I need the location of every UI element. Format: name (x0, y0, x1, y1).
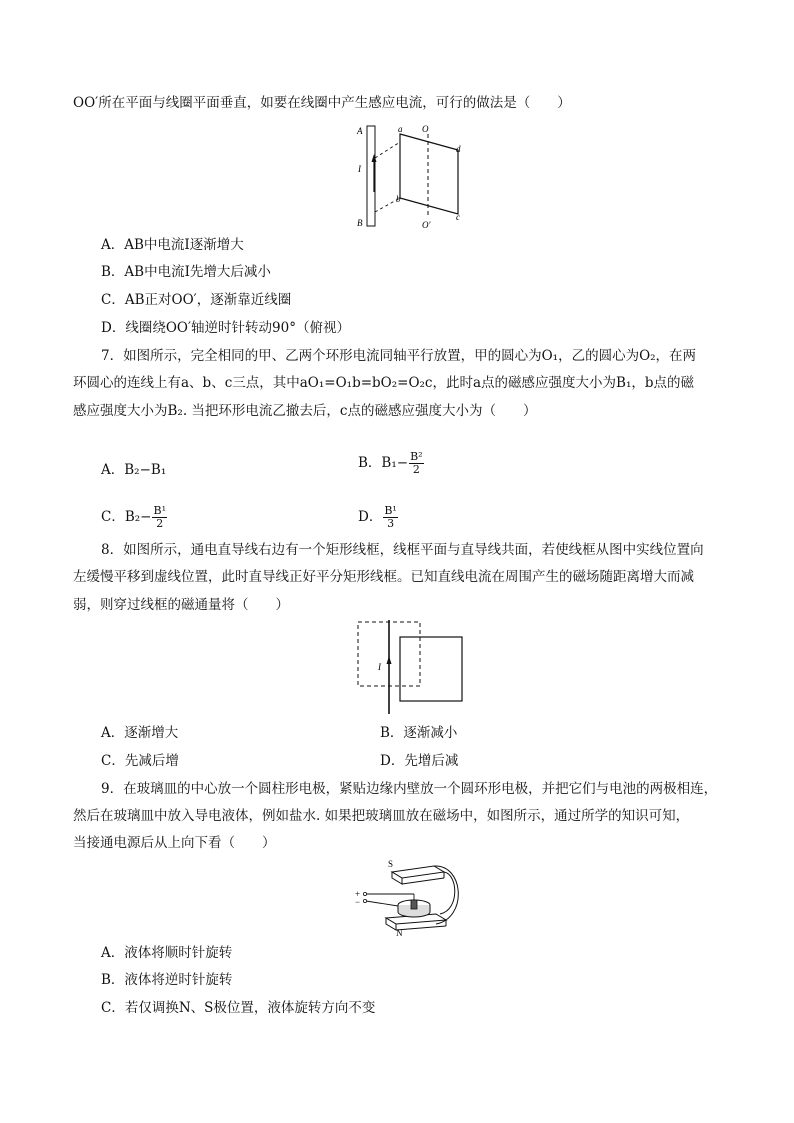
q8-option-b: B．逐渐减小 (380, 725, 458, 741)
q7-option-c-num: B¹ (153, 504, 166, 517)
q7-option-d-fraction (383, 505, 398, 530)
q8-stem-line2: 左缓慢平移到虚线位置，此时直导线正好平分矩形线框。已知直线电流在周围产生的磁场随距离增大而减 (73, 569, 694, 585)
q7-stem-line2: 环圆心的连线上有a、b、c三点，其中aO₁=O₁b=bO₂=O₂c，此时a点的磁感应强度大小为B₁，b点的磁 (73, 375, 695, 391)
label-d: d (456, 144, 461, 154)
q7-stem-line3: 感应强度大小为B₂. 当把环形电流乙撤去后，c点的磁感应强度大小为（ ） (73, 403, 537, 419)
q8-figure (352, 618, 468, 716)
q8-option-d: D．先增后减 (380, 753, 459, 769)
q9-label-s: S (388, 859, 394, 869)
q7-option-b-den: 2 (412, 463, 420, 476)
q7-option-d-den: 3 (387, 517, 395, 530)
q7-option-c-den: 2 (156, 517, 164, 530)
q9-stem-line3: 当接通电源后从上向下看（ ） (73, 835, 276, 851)
q7-option-d-prefix: D． (358, 509, 383, 525)
q6-option-b: B．AB中电流I先增大后减小 (101, 264, 271, 280)
q8-option-c: C．先减后增 (101, 753, 179, 769)
label-O: O (422, 124, 429, 134)
q9-label-plus: + (355, 889, 361, 899)
q7-option-d (358, 505, 398, 530)
q9-stem-line1: 9．在玻璃皿的中心放一个圆柱形电极，紧贴边缘内壁放一个圆环形电极，并把它们与电池的两极相连， (101, 781, 718, 797)
q7-option-c-prefix: C．B₂− (101, 509, 152, 525)
q7-option-b-fraction (409, 451, 424, 476)
q7-option-d-num: B¹ (384, 504, 397, 517)
q7-option-b-prefix: B．B₁− (358, 455, 409, 471)
label-A: A (357, 126, 363, 136)
q8-label-I: I (378, 662, 381, 672)
label-B: B (357, 218, 363, 228)
q9-stem-line2: 然后在玻璃皿中放入导电液体，例如盐水. 如果把玻璃皿放在磁场中，如图所示，通过所学的知识可知， (73, 808, 690, 824)
q6-option-a: A．AB中电流I逐渐增大 (101, 237, 244, 253)
q6-option-c: C．AB正对OO′，逐渐靠近线圈 (101, 292, 292, 308)
q8-option-a: A．逐渐增大 (101, 725, 179, 741)
q7-option-c (101, 505, 167, 530)
q6-option-d: D．线圈绕OO′轴逆时针转动90°（俯视） (101, 320, 350, 336)
q9-option-b: B．液体将逆时针旋转 (101, 972, 233, 988)
q8-stem-line3: 弱，则穿过线框的磁通量将（ ） (73, 597, 289, 613)
q9-label-minus: − (355, 897, 361, 907)
q9-label-n: N (396, 928, 403, 936)
label-O-prime: O′ (422, 220, 431, 230)
q7-option-b (358, 451, 424, 476)
q8-stem-line1: 8．如图所示，通电直导线右边有一个矩形线框，线框平面与直导线共面，若使线框从图中实线位置向 (101, 542, 704, 558)
q9-option-a: A．液体将顺时针旋转 (101, 945, 233, 961)
q9-figure (352, 858, 472, 936)
label-a: a (398, 124, 403, 134)
q7-option-a: A．B₂−B₁ (101, 462, 167, 478)
q6-stem: OO′所在平面与线圈平面垂直，如要在线圈中产生感应电流，可行的做法是（ ） (73, 95, 571, 111)
q7-option-b-num: B² (410, 450, 423, 463)
label-b: b (396, 194, 401, 204)
q7-stem-line1: 7．如图所示，完全相同的甲、乙两个环形电流同轴平行放置，甲的圆心为O₁，乙的圆心为O₂，在两 (101, 348, 697, 364)
label-c: c (456, 212, 460, 222)
label-I: I (358, 164, 361, 174)
q6-figure (352, 120, 472, 232)
q7-option-c-fraction (152, 505, 167, 530)
q9-option-c: C．若仅调换N、S极位置，液体旋转方向不变 (101, 1000, 376, 1016)
